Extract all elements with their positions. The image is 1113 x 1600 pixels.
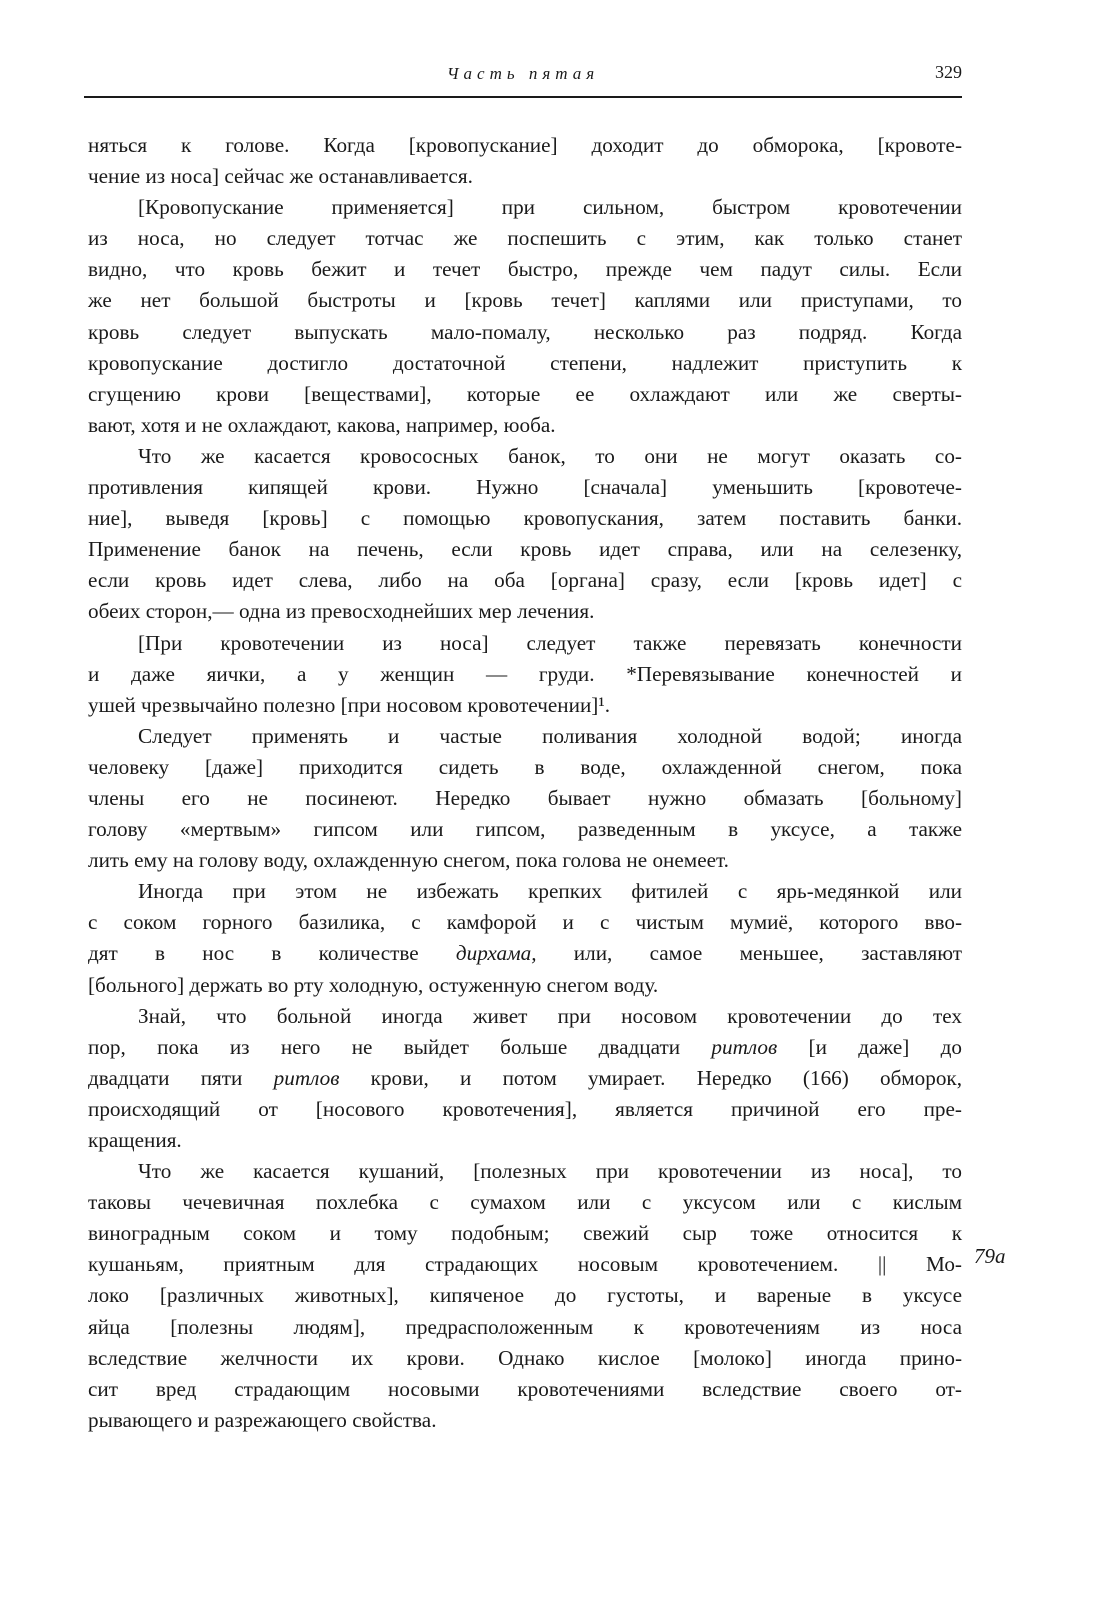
body-text: [88, 130, 962, 1436]
text-run: вследствие желчности их крови. Однако кислое [молоко] иногда прино-: [88, 1345, 962, 1370]
text-line: [88, 1156, 962, 1187]
text-run: чение из носа] сейчас же останавливается.: [88, 164, 473, 189]
text-line: [88, 1374, 962, 1405]
text-run: голову «мертвым» гипсом или гипсом, разведенным в уксусе, а также: [88, 817, 962, 842]
text-line: [88, 876, 962, 907]
text-line: [88, 1249, 962, 1280]
text-run: и даже яички, а у женщин — груди. *Перевязывание конечностей и: [88, 661, 962, 686]
text-run: Что же касается кушаний, [полезных при кровотечении из носа], то: [138, 1159, 962, 1184]
text-run: видно, что кровь бежит и течет быстро, прежде чем падут силы. Если: [88, 257, 962, 282]
text-line: [88, 1343, 962, 1374]
text-line: [88, 1280, 962, 1311]
text-run: обеих сторон,— одна из превосходнейших мер лечения.: [88, 599, 595, 624]
text-run: Применение банок на печень, если кровь идет справа, или на селезенку,: [88, 537, 962, 562]
text-line: [88, 1218, 962, 1249]
text-run: дят в нос в количестве: [88, 941, 419, 966]
text-line: [88, 161, 962, 192]
text-run: яйца [полезны людям], предрасположенным к кровотечениям из носа: [88, 1314, 962, 1339]
text-line: [88, 690, 962, 721]
running-title: Часть пятая: [446, 64, 600, 83]
text-line: [88, 565, 962, 596]
text-line: [88, 1125, 962, 1156]
text-line: [88, 130, 962, 161]
text-run: с соком горного базилика, с камфорой и с чистым мумиё, которого вво-: [88, 910, 962, 935]
text-run: рывающего и разрежающего свойства.: [88, 1407, 437, 1432]
text-line: [88, 721, 962, 752]
text-run: сит вред страдающим носовыми кровотечениями вследствие своего от-: [88, 1376, 962, 1401]
text-run: [Кровопускание применяется] при сильном, быстром кровотечении: [138, 195, 962, 220]
text-run: лить ему на голову воду, охлажденную снегом, пока голова не онемеет.: [88, 848, 729, 873]
italic-term: ритлов: [273, 1065, 340, 1090]
text-run: пор, пока из него не выйдет больше двадцати: [88, 1034, 681, 1059]
margin-folio-note: 79a: [974, 1244, 1006, 1268]
text-run: члены его не посинеют. Нередко бывает нужно обмазать [больному]: [88, 785, 962, 810]
page-number: 329: [935, 62, 962, 82]
text-run: ние], выведя [кровь] с помощью кровопускания, затем поставить банки.: [88, 506, 962, 531]
italic-term: ритлов: [711, 1034, 778, 1059]
text-run: или, самое меньшее, заставляют: [536, 941, 963, 966]
text-line: [88, 1001, 962, 1032]
text-line: [88, 441, 962, 472]
text-line: [88, 938, 962, 969]
text-run: Что же касается кровососных банок, то они не могут оказать со-: [138, 443, 962, 468]
running-header: [84, 62, 962, 92]
text-line: [88, 192, 962, 223]
text-line: [88, 752, 962, 783]
text-run: Следует применять и частые поливания холодной водой; иногда: [138, 723, 962, 748]
text-line: [88, 317, 962, 348]
text-line: [88, 1312, 962, 1343]
text-line: [88, 970, 962, 1001]
text-line: [88, 285, 962, 316]
header-rule: [84, 96, 962, 98]
text-run: [При кровотечении из носа] следует также перевязать конечности: [138, 630, 962, 655]
text-line: [88, 503, 962, 534]
text-run: кушаньям, приятным для страдающих носовым кровотечением. || Мо-: [88, 1252, 962, 1277]
text-run: виноградным соком и тому подобным; свежий сыр тоже относится к: [88, 1221, 962, 1246]
text-run: ушей чрезвычайно полезно [при носовом кровотечении]¹.: [88, 692, 610, 717]
italic-term: дирхама,: [455, 941, 537, 966]
text-line: [88, 596, 962, 627]
text-run: Иногда при этом не избежать крепких фитилей с ярь-медянкой или: [138, 879, 962, 904]
text-line: [88, 410, 962, 441]
text-line: [88, 1187, 962, 1218]
text-line: [88, 534, 962, 565]
text-line: [88, 1405, 962, 1436]
text-line: [88, 1032, 962, 1063]
text-line: [88, 1094, 962, 1125]
text-line: [88, 254, 962, 285]
text-run: человеку [даже] приходится сидеть в воде, охлажденной снегом, пока: [88, 754, 962, 779]
text-run: крови, и потом умирает. Нередко (166) обморок,: [339, 1065, 963, 1090]
text-run: няться к голове. Когда [кровопускание] доходит до обморока, [кровоте-: [88, 133, 962, 157]
text-line: [88, 379, 962, 410]
text-run: происходящий от [носового кровотечения], является причиной его пре-: [88, 1096, 962, 1121]
text-run: [больного] держать во рту холодную, остуженную снегом воду.: [88, 972, 659, 997]
text-line: [88, 472, 962, 503]
text-run: из носа, но следует тотчас же поспешить с этим, как только станет: [88, 226, 962, 251]
text-run: таковы чечевичная похлебка с сумахом или с уксусом или с кислым: [88, 1190, 962, 1215]
text-line: [88, 223, 962, 254]
text-line: [88, 1063, 962, 1094]
text-run: кращения.: [88, 1128, 182, 1152]
text-run: [и даже] до: [777, 1034, 963, 1059]
text-run: Знай, что больной иногда живет при носовом кровотечении до тех: [138, 1003, 962, 1028]
text-run: вают, хотя и не охлаждают, какова, например, юоба.: [88, 412, 556, 437]
text-line: [88, 907, 962, 938]
text-line: [88, 628, 962, 659]
text-run: сгущению крови [веществами], которые ее охлаждают или же сверты-: [88, 381, 962, 406]
text-run: же нет большой быстроты и [кровь течет] каплями или приступами, то: [88, 288, 962, 313]
text-run: кровопускание достигло достаточной степени, надлежит приступить к: [88, 350, 962, 375]
text-line: [88, 783, 962, 814]
text-line: [88, 348, 962, 379]
text-line: [88, 814, 962, 845]
text-run: если кровь идет слева, либо на оба [органа] сразу, если [кровь идет] с: [88, 568, 962, 593]
text-line: [88, 659, 962, 690]
text-line: [88, 845, 962, 876]
text-run: противления кипящей крови. Нужно [сначала] уменьшить [кровотече-: [88, 475, 962, 500]
text-run: двадцати пяти: [88, 1065, 243, 1090]
text-run: кровь следует выпускать мало-помалу, несколько раз подряд. Когда: [88, 319, 962, 344]
text-run: локо [различных животных], кипяченое до густоты, и вареные в уксусе: [88, 1283, 962, 1308]
